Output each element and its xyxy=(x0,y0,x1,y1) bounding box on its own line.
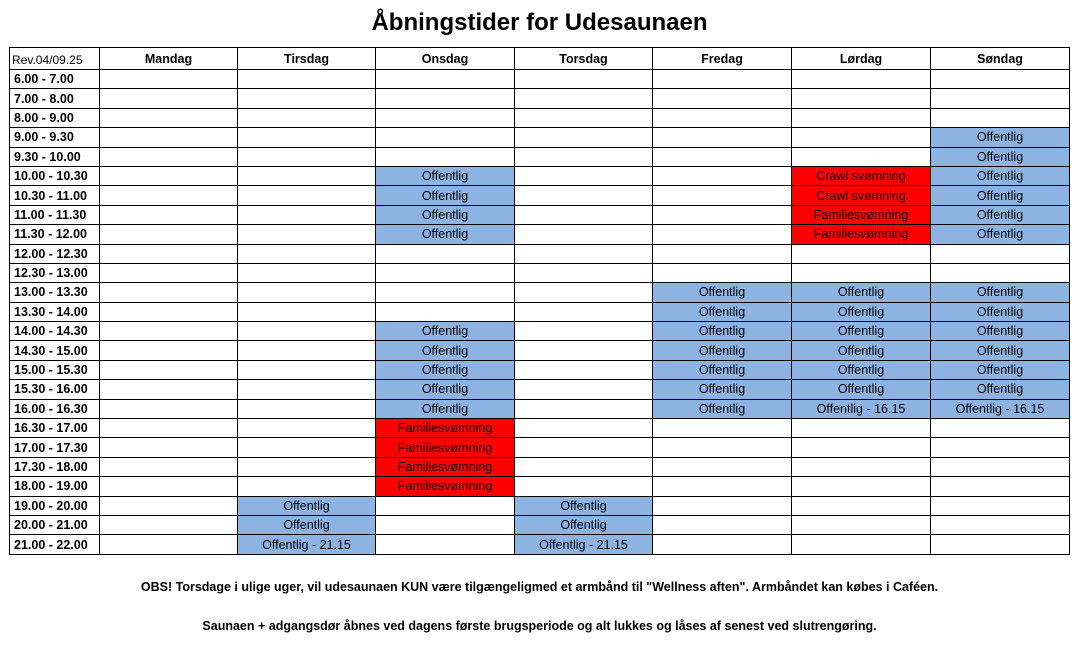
offentlig-cell: Offentlig xyxy=(931,380,1070,399)
offentlig-cell: Offentlig xyxy=(515,515,653,534)
offentlig-cell: Offentlig xyxy=(653,399,792,418)
empty-cell xyxy=(100,225,238,244)
empty-cell xyxy=(653,225,792,244)
table-row xyxy=(10,263,1070,282)
empty-cell xyxy=(653,515,792,534)
empty-cell xyxy=(515,438,653,457)
offentlig-cell: Offentlig - 16.15 xyxy=(931,399,1070,418)
offentlig-cell: Offentlig xyxy=(653,360,792,379)
empty-cell xyxy=(515,244,653,263)
empty-cell xyxy=(653,108,792,127)
time-slot: 15.00 - 15.30 xyxy=(10,360,100,379)
empty-cell xyxy=(376,302,515,321)
empty-cell xyxy=(100,535,238,554)
empty-cell xyxy=(653,419,792,438)
offentlig-cell: Offentlig xyxy=(376,341,515,360)
offentlig-cell: Offentlig - 16.15 xyxy=(792,399,931,418)
offentlig-cell: Offentlig xyxy=(792,302,931,321)
empty-cell xyxy=(100,128,238,147)
empty-cell xyxy=(376,70,515,89)
empty-cell xyxy=(100,399,238,418)
schedule-body xyxy=(10,70,1070,555)
day-header-mandag: Mandag xyxy=(100,48,238,70)
activity-cell: Familiesvømning xyxy=(792,205,931,224)
table-row xyxy=(10,496,1070,515)
table-row xyxy=(10,283,1070,302)
empty-cell xyxy=(653,496,792,515)
empty-cell xyxy=(515,166,653,185)
empty-cell xyxy=(792,263,931,282)
empty-cell xyxy=(100,147,238,166)
empty-cell xyxy=(515,341,653,360)
empty-cell xyxy=(376,496,515,515)
empty-cell xyxy=(100,302,238,321)
empty-cell xyxy=(100,70,238,89)
empty-cell xyxy=(238,166,376,185)
empty-cell xyxy=(653,89,792,108)
table-row xyxy=(10,302,1070,321)
offentlig-cell: Offentlig xyxy=(376,360,515,379)
empty-cell xyxy=(515,89,653,108)
table-row xyxy=(10,244,1070,263)
time-slot: 13.30 - 14.00 xyxy=(10,302,100,321)
empty-cell xyxy=(238,283,376,302)
offentlig-cell: Offentlig xyxy=(376,322,515,341)
empty-cell xyxy=(238,477,376,496)
empty-cell xyxy=(653,128,792,147)
table-row xyxy=(10,186,1070,205)
table-row xyxy=(10,225,1070,244)
empty-cell xyxy=(100,89,238,108)
time-slot: 20.00 - 21.00 xyxy=(10,515,100,534)
day-header-lordag: Lørdag xyxy=(792,48,931,70)
offentlig-cell: Offentlig xyxy=(931,166,1070,185)
table-row xyxy=(10,438,1070,457)
time-slot: 6.00 - 7.00 xyxy=(10,70,100,89)
offentlig-cell: Offentlig xyxy=(238,515,376,534)
empty-cell xyxy=(931,419,1070,438)
empty-cell xyxy=(238,380,376,399)
empty-cell xyxy=(653,147,792,166)
offentlig-cell: Offentlig xyxy=(653,283,792,302)
offentlig-cell: Offentlig xyxy=(931,186,1070,205)
empty-cell xyxy=(238,70,376,89)
empty-cell xyxy=(653,244,792,263)
offentlig-cell: Offentlig - 21.15 xyxy=(515,535,653,554)
offentlig-cell: Offentlig xyxy=(931,283,1070,302)
empty-cell xyxy=(100,205,238,224)
time-slot: 10.00 - 10.30 xyxy=(10,166,100,185)
empty-cell xyxy=(792,147,931,166)
empty-cell xyxy=(515,70,653,89)
empty-cell xyxy=(238,263,376,282)
empty-cell xyxy=(792,438,931,457)
time-slot: 15.30 - 16.00 xyxy=(10,380,100,399)
empty-cell xyxy=(238,186,376,205)
activity-cell: Crawl svømning xyxy=(792,186,931,205)
empty-cell xyxy=(100,186,238,205)
empty-cell xyxy=(931,438,1070,457)
empty-cell xyxy=(653,477,792,496)
empty-cell xyxy=(515,399,653,418)
day-header-fredag: Fredag xyxy=(653,48,792,70)
empty-cell xyxy=(792,496,931,515)
empty-cell xyxy=(515,263,653,282)
offentlig-cell: Offentlig xyxy=(792,341,931,360)
page-title: Åbningstider for Udesaunaen xyxy=(371,9,708,36)
time-slot: 18.00 - 19.00 xyxy=(10,477,100,496)
empty-cell xyxy=(515,186,653,205)
table-row xyxy=(10,477,1070,496)
offentlig-cell: Offentlig xyxy=(376,166,515,185)
offentlig-cell: Offentlig xyxy=(653,380,792,399)
empty-cell xyxy=(100,341,238,360)
time-slot: 16.30 - 17.00 xyxy=(10,419,100,438)
empty-cell xyxy=(931,108,1070,127)
empty-cell xyxy=(100,380,238,399)
empty-cell xyxy=(792,70,931,89)
table-row xyxy=(10,322,1070,341)
empty-cell xyxy=(238,438,376,457)
schedule-table xyxy=(9,47,1070,555)
empty-cell xyxy=(376,108,515,127)
empty-cell xyxy=(931,515,1070,534)
empty-cell xyxy=(238,147,376,166)
empty-cell xyxy=(100,108,238,127)
offentlig-cell: Offentlig xyxy=(238,496,376,515)
time-slot: 12.00 - 12.30 xyxy=(10,244,100,263)
empty-cell xyxy=(515,225,653,244)
empty-cell xyxy=(238,205,376,224)
offentlig-cell: Offentlig xyxy=(931,360,1070,379)
time-slot: 11.00 - 11.30 xyxy=(10,205,100,224)
empty-cell xyxy=(515,419,653,438)
time-slot: 9.30 - 10.00 xyxy=(10,147,100,166)
offentlig-cell: Offentlig xyxy=(653,341,792,360)
offentlig-cell: Offentlig xyxy=(376,380,515,399)
offentlig-cell: Offentlig xyxy=(376,205,515,224)
offentlig-cell: Offentlig xyxy=(376,186,515,205)
empty-cell xyxy=(238,360,376,379)
time-slot: 8.00 - 9.00 xyxy=(10,108,100,127)
offentlig-cell: Offentlig xyxy=(515,496,653,515)
empty-cell xyxy=(792,108,931,127)
table-row xyxy=(10,108,1070,127)
empty-cell xyxy=(515,108,653,127)
time-slot: 21.00 - 22.00 xyxy=(10,535,100,554)
empty-cell xyxy=(792,89,931,108)
empty-cell xyxy=(100,419,238,438)
table-row xyxy=(10,399,1070,418)
empty-cell xyxy=(100,496,238,515)
empty-cell xyxy=(238,399,376,418)
empty-cell xyxy=(515,477,653,496)
empty-cell xyxy=(238,225,376,244)
table-row xyxy=(10,205,1070,224)
day-header-sondag: Søndag xyxy=(931,48,1070,70)
empty-cell xyxy=(515,360,653,379)
time-slot: 17.00 - 17.30 xyxy=(10,438,100,457)
offentlig-cell: Offentlig xyxy=(792,360,931,379)
empty-cell xyxy=(376,263,515,282)
table-row xyxy=(10,457,1070,476)
empty-cell xyxy=(100,438,238,457)
empty-cell xyxy=(792,477,931,496)
empty-cell xyxy=(515,205,653,224)
table-row xyxy=(10,419,1070,438)
offentlig-cell: Offentlig xyxy=(376,399,515,418)
time-slot: 14.30 - 15.00 xyxy=(10,341,100,360)
activity-cell: Familiesvømning xyxy=(376,457,515,476)
offentlig-cell: Offentlig xyxy=(931,341,1070,360)
empty-cell xyxy=(100,477,238,496)
activity-cell: Crawl svømning xyxy=(792,166,931,185)
day-header-onsdag: Onsdag xyxy=(376,48,515,70)
empty-cell xyxy=(515,302,653,321)
empty-cell xyxy=(100,457,238,476)
empty-cell xyxy=(376,283,515,302)
table-row xyxy=(10,515,1070,534)
empty-cell xyxy=(515,380,653,399)
empty-cell xyxy=(653,535,792,554)
empty-cell xyxy=(100,263,238,282)
activity-cell: Familiesvømning xyxy=(376,438,515,457)
table-row xyxy=(10,70,1070,89)
empty-cell xyxy=(931,89,1070,108)
offentlig-cell: Offentlig xyxy=(792,380,931,399)
table-row xyxy=(10,89,1070,108)
time-slot: 11.30 - 12.00 xyxy=(10,225,100,244)
empty-cell xyxy=(931,457,1070,476)
table-row xyxy=(10,341,1070,360)
empty-cell xyxy=(376,147,515,166)
empty-cell xyxy=(653,438,792,457)
empty-cell xyxy=(653,205,792,224)
empty-cell xyxy=(931,535,1070,554)
time-slot: 10.30 - 11.00 xyxy=(10,186,100,205)
offentlig-cell: Offentlig xyxy=(931,302,1070,321)
empty-cell xyxy=(100,360,238,379)
table-row xyxy=(10,147,1070,166)
empty-cell xyxy=(931,496,1070,515)
empty-cell xyxy=(792,515,931,534)
table-row xyxy=(10,128,1070,147)
empty-cell xyxy=(515,147,653,166)
revision-label: Rev.04/09.25 xyxy=(10,48,100,70)
empty-cell xyxy=(238,108,376,127)
offentlig-cell: Offentlig xyxy=(931,225,1070,244)
note-wellness: OBS! Torsdage i ulige uger, vil udesaunaen KUN være tilgængeligmed et armbånd til "Wellness aften". Armbåndet kan købes i Caféen. xyxy=(140,580,939,594)
offentlig-cell: Offentlig xyxy=(376,225,515,244)
empty-cell xyxy=(238,244,376,263)
empty-cell xyxy=(653,166,792,185)
empty-cell xyxy=(376,89,515,108)
activity-cell: Familiesvømning xyxy=(792,225,931,244)
empty-cell xyxy=(100,166,238,185)
empty-cell xyxy=(792,419,931,438)
table-row xyxy=(10,535,1070,554)
empty-cell xyxy=(792,244,931,263)
empty-cell xyxy=(238,419,376,438)
empty-cell xyxy=(238,322,376,341)
day-header-tirsdag: Tirsdag xyxy=(238,48,376,70)
time-slot: 9.00 - 9.30 xyxy=(10,128,100,147)
offentlig-cell: Offentlig xyxy=(931,147,1070,166)
table-row xyxy=(10,380,1070,399)
empty-cell xyxy=(931,477,1070,496)
offentlig-cell: Offentlig xyxy=(931,205,1070,224)
empty-cell xyxy=(931,244,1070,263)
empty-cell xyxy=(515,128,653,147)
time-slot: 12.30 - 13.00 xyxy=(10,263,100,282)
empty-cell xyxy=(100,283,238,302)
empty-cell xyxy=(653,263,792,282)
empty-cell xyxy=(515,322,653,341)
empty-cell xyxy=(238,89,376,108)
offentlig-cell: Offentlig xyxy=(931,128,1070,147)
time-slot: 7.00 - 8.00 xyxy=(10,89,100,108)
time-slot: 19.00 - 20.00 xyxy=(10,496,100,515)
offentlig-cell: Offentlig xyxy=(792,322,931,341)
table-row xyxy=(10,166,1070,185)
empty-cell xyxy=(100,322,238,341)
time-slot: 13.00 - 13.30 xyxy=(10,283,100,302)
header-row xyxy=(10,48,1070,70)
empty-cell xyxy=(653,70,792,89)
time-slot: 17.30 - 18.00 xyxy=(10,457,100,476)
empty-cell xyxy=(931,70,1070,89)
offentlig-cell: Offentlig - 21.15 xyxy=(238,535,376,554)
activity-cell: Familiesvømning xyxy=(376,477,515,496)
activity-cell: Familiesvømning xyxy=(376,419,515,438)
empty-cell xyxy=(931,263,1070,282)
empty-cell xyxy=(515,283,653,302)
empty-cell xyxy=(238,457,376,476)
note-cleaning: Saunaen + adgangsdør åbnes ved dagens første brugsperiode og alt lukkes og låses af senest ved slutrengøring. xyxy=(202,619,877,633)
time-slot: 16.00 - 16.30 xyxy=(10,399,100,418)
empty-cell xyxy=(238,128,376,147)
empty-cell xyxy=(376,515,515,534)
offentlig-cell: Offentlig xyxy=(653,302,792,321)
empty-cell xyxy=(653,186,792,205)
day-header-torsdag: Torsdag xyxy=(515,48,653,70)
empty-cell xyxy=(376,535,515,554)
offentlig-cell: Offentlig xyxy=(931,322,1070,341)
empty-cell xyxy=(792,128,931,147)
empty-cell xyxy=(376,244,515,263)
empty-cell xyxy=(653,457,792,476)
empty-cell xyxy=(376,128,515,147)
empty-cell xyxy=(515,457,653,476)
offentlig-cell: Offentlig xyxy=(792,283,931,302)
offentlig-cell: Offentlig xyxy=(653,322,792,341)
empty-cell xyxy=(100,515,238,534)
empty-cell xyxy=(238,302,376,321)
table-row xyxy=(10,360,1070,379)
empty-cell xyxy=(792,457,931,476)
empty-cell xyxy=(238,341,376,360)
empty-cell xyxy=(100,244,238,263)
empty-cell xyxy=(792,535,931,554)
time-slot: 14.00 - 14.30 xyxy=(10,322,100,341)
